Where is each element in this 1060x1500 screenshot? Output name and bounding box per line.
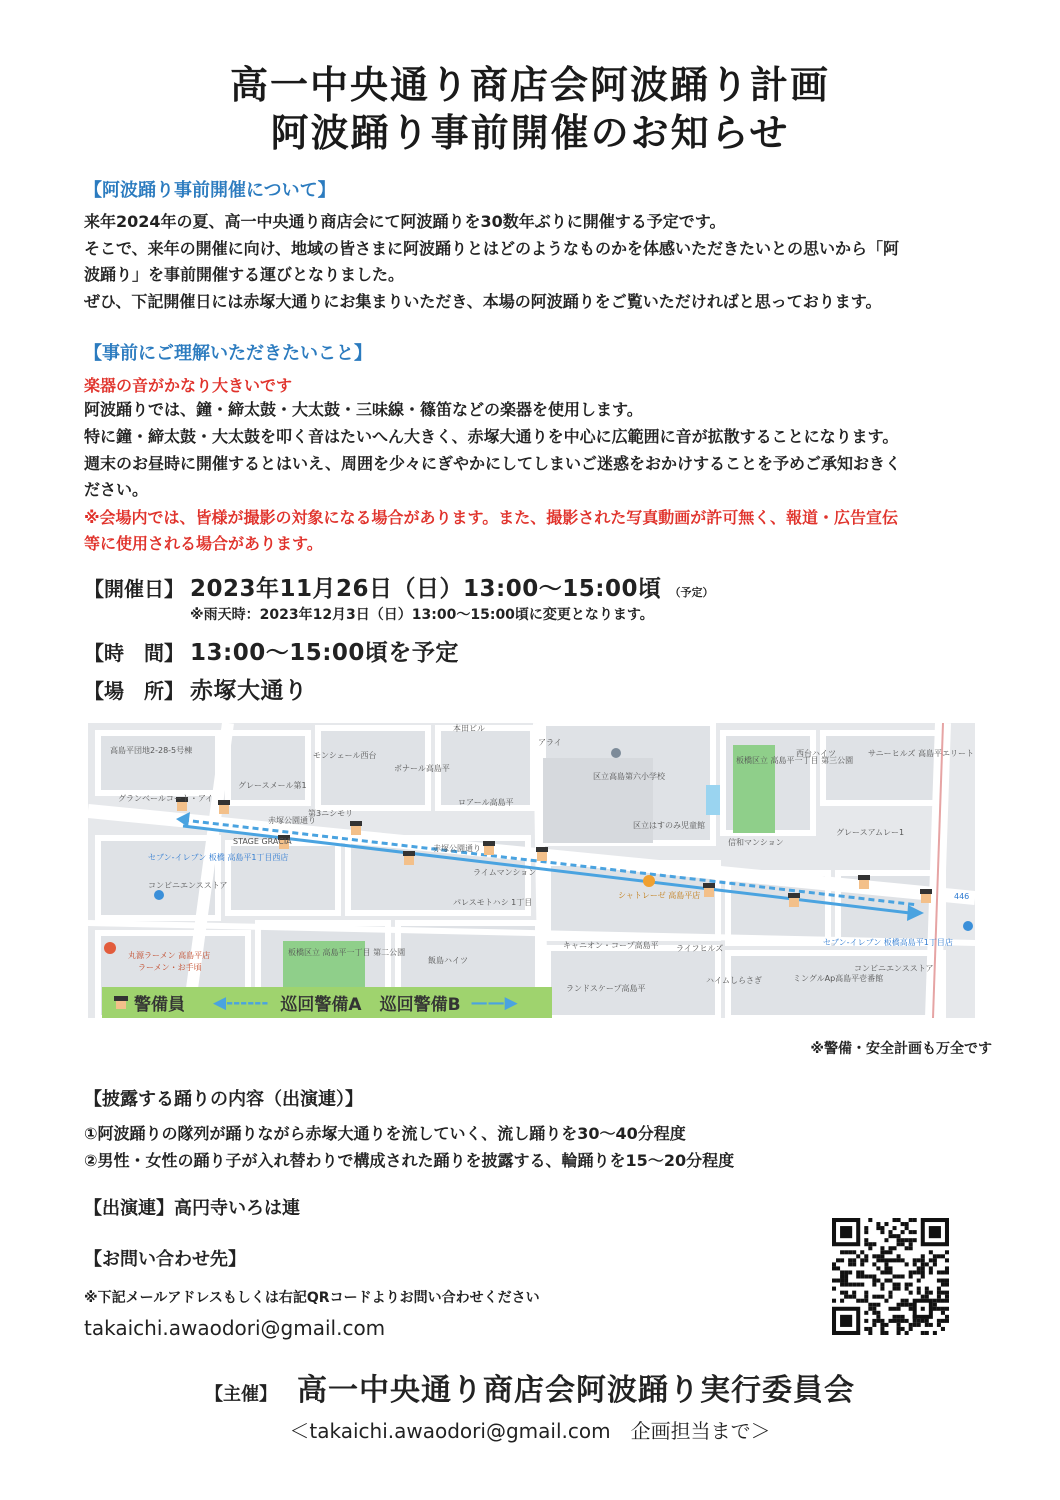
about-heading: 【阿波踊り事前開催について】 <box>84 180 336 201</box>
map-label: 板橋区立 高島平一丁目 第三公園 <box>736 756 854 765</box>
map-label: シャトレーゼ 高島平店 <box>618 891 701 900</box>
map-label: 区立高島第六小学校 <box>593 772 665 781</box>
notice-line-3b: ださい。 <box>84 480 149 499</box>
map-label: 赤塚公園通り <box>433 844 481 853</box>
map-legend <box>102 987 552 1018</box>
event-time-label: 【時 間】 <box>84 641 184 665</box>
qr-code[interactable] <box>832 1218 949 1335</box>
notice-heading: 【事前にご理解いただきたいこと】 <box>84 343 372 364</box>
guard-marker <box>218 800 230 814</box>
map-label: セブン-イレブン 板橋高島平1丁目店 <box>823 938 953 947</box>
map-label: ボナール高島平 <box>394 764 450 773</box>
legend-patrol-b-label: 巡回警備B <box>379 995 461 1015</box>
event-place-row <box>84 672 308 705</box>
patrol-a-arrow-icon: ◀------ <box>213 992 269 1013</box>
contact-email[interactable]: takaichi.awaodori@gmail.com <box>84 1316 386 1340</box>
map-label: 板橋区立 高島平一丁目 第二公園 <box>288 948 406 957</box>
guard-marker <box>403 851 415 865</box>
map-label: 丸源ラーメン 高島平店 <box>128 951 211 960</box>
event-date-note: （予定） <box>669 586 714 599</box>
patrol-b-arrow-icon: ——▶ <box>470 992 518 1013</box>
event-time-row <box>84 634 459 667</box>
map-label: 第3ニシモリ <box>308 809 354 818</box>
guard-marker <box>483 841 495 855</box>
chateau-pin <box>643 875 655 887</box>
about-paragraph-2a: そこで、来年の開催に向け、地域の皆さまに阿波踊りとはどのようなものかを体感いただきたいとの思いから「阿 <box>84 239 900 258</box>
map-label: セブン-イレブン 板橋 高島平1丁目西店 <box>148 853 289 862</box>
about-paragraph-3: ぜひ、下記開催日には赤塚大通りにお集まりいただき、本場の阿波踊りをご覧いただければと思っております。 <box>84 292 882 311</box>
map-label: キャニオン・コープ高島平 <box>563 941 659 950</box>
map-label: グレースアムレー1 <box>836 828 905 837</box>
map-label: 446 <box>954 892 970 901</box>
school-pin <box>611 748 621 758</box>
organizer-name: 高一中央通り商店会阿波踊り実行委員会 <box>297 1373 855 1408</box>
map-label: グランベールコート・アイ <box>118 794 214 803</box>
map-label: 区立はすのみ児童館 <box>633 821 705 830</box>
map-label: グレースメール第1 <box>238 781 307 790</box>
dance-heading: 【披露する踊りの内容（出演連）】 <box>84 1089 363 1110</box>
performer-label: 【出演連】 <box>84 1198 174 1219</box>
notice-line-2: 特に鐘・締太鼓・大太鼓を叩く音はたいへん大きく、赤塚大通りを中心に広範囲に音が拡散することになります。 <box>84 427 899 446</box>
title-line-2: 阿波踊り事前開催のお知らせ <box>270 111 790 155</box>
notice-red-line-1: ※会場内では、皆様が撮影の対象になる場合があります。また、撮影された写真動画が許可無く、報道・広告宣伝 <box>84 508 898 527</box>
notice-line-1: 阿波踊りでは、鐘・締太鼓・大太鼓・三味線・篠笛などの楽器を使用します。 <box>84 400 643 419</box>
map-label: 飯島ハイツ <box>428 956 468 965</box>
event-place-value: 赤塚大通り <box>190 678 308 704</box>
map-label: ライムマンション <box>473 868 537 877</box>
legend-patrol-a-label: 巡回警備A <box>280 995 362 1015</box>
notice-red-line-2: 等に使用される場合があります。 <box>84 534 323 553</box>
maru-pin <box>104 942 116 954</box>
map-label: 西台ハイツ <box>796 749 836 758</box>
map-label: ラーメン・お手頃 <box>138 963 202 972</box>
about-paragraph-1: 来年2024年の夏、高一中央通り商店会にて阿波踊りを30数年ぶりに開催する予定です。 <box>84 212 726 231</box>
guard-marker <box>788 893 800 907</box>
organizer-label: 【主催】 <box>205 1384 277 1405</box>
event-date-row <box>84 570 713 603</box>
guard-marker <box>920 889 932 903</box>
map-label: ハイムしらさぎ <box>706 976 762 985</box>
map-label: 赤塚公園通り <box>268 816 316 825</box>
notice-line-3a: 週末のお昼時に開催するとはいえ、周囲を少々にぎやかにしてしまいご迷惑をおかけすることを予めご承知おきく <box>84 454 901 473</box>
contact-heading: 【お問い合わせ先】 <box>84 1249 246 1270</box>
organizer-row <box>205 1365 855 1409</box>
map-label: 信和マンション <box>728 838 784 847</box>
performer-row <box>84 1194 300 1220</box>
map-label: ロアール高島平 <box>458 798 514 807</box>
map-label: ランドスケープ高島平 <box>566 984 646 993</box>
guard-marker <box>858 875 870 889</box>
map-label: ミングルAp高島平壱番館 <box>793 974 884 983</box>
performer-value: 高円寺いろは連 <box>174 1198 300 1219</box>
seven1-pin <box>154 890 164 900</box>
event-date-value: 2023年11月26日（日）13:00〜15:00頃 <box>190 576 662 602</box>
title-line-1: 高一中央通り商店会阿波踊り計画 <box>229 63 830 107</box>
guard-marker <box>350 821 362 835</box>
map-label: アライ <box>538 738 562 747</box>
event-time-value: 13:00〜15:00頃を予定 <box>190 640 459 666</box>
map-label: パレスモトハシ 1丁目 <box>453 898 533 907</box>
map-label: STAGE GRACIA <box>233 837 292 846</box>
school-block <box>543 758 653 843</box>
contact-note: ※下記メールアドレスもしくは右記QRコードよりお問い合わせください <box>84 1290 540 1306</box>
about-paragraph-2b: 波踊り」を事前開催する運びとなりました。 <box>84 265 405 284</box>
guard-marker <box>536 847 548 861</box>
qr-code-icon <box>832 1218 949 1335</box>
map-label: ライフヒルズ <box>676 944 724 953</box>
map-label: 本田ビル <box>453 724 485 733</box>
map-label: コンビニエンスストア <box>148 881 228 890</box>
organizer-footer: ＜takaichi.awaodori@gmail.com 企画担当まで＞ <box>289 1419 771 1443</box>
dance-item-2: ②男性・女性の踊り子が入れ替わりで構成された踊りを披露する、輪踊りを15〜20分程度 <box>84 1151 735 1170</box>
map-label: 高島平団地2-28-5号棟 <box>110 746 193 755</box>
map-label: サニーヒルズ 高島平エリート <box>868 749 974 758</box>
event-rain-note: ※雨天時：2023年12月3日（日）13:00〜15:00頃に変更となります。 <box>190 607 654 623</box>
guard-marker <box>703 883 715 897</box>
event-place-label: 【場 所】 <box>84 679 184 703</box>
map-note: ※警備・安全計画も万全です <box>810 1041 992 1057</box>
map-label: モンシェール西台 <box>313 751 377 760</box>
notice-red-title: 楽器の音がかなり大きいです <box>84 376 293 395</box>
seven2-pin <box>963 921 973 931</box>
legend-guard-label: 警備員 <box>134 995 185 1015</box>
map-label: コンビニエンスストア <box>854 964 934 973</box>
pond <box>706 785 720 815</box>
dance-item-1: ①阿波踊りの隊列が踊りながら赤塚大通りを流していく、流し踊りを30〜40分程度 <box>84 1124 686 1143</box>
guard-icon <box>114 996 128 1010</box>
route-map <box>88 723 975 1018</box>
map-svg <box>88 723 975 1018</box>
event-date-label: 【開催日】 <box>84 577 184 601</box>
